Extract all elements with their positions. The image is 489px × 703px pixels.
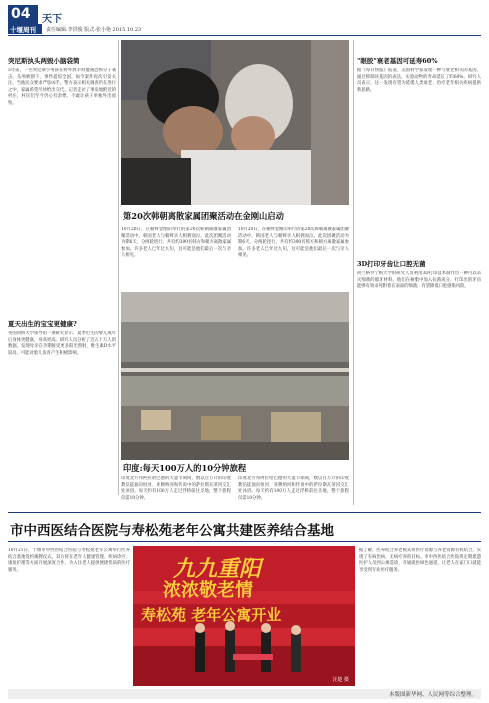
- left-body-1: 5年前，一名突尼斯小男孩在野外放羊时遭遇恐怖分子袭击，头颅被割下，事件震惊全国。如今案件再次引发关注，当地民众要求严惩凶手。警方表示相关调查仍在进行之中，家属希望尽快给出交代。记者走访了事发地附近的村庄，村民们至今仍心有余悸，不敢让孩子单独外出放牧。: [8, 68, 116, 106]
- photo-credit: 汪楚 摄: [332, 677, 349, 683]
- section-title: 天下: [42, 14, 62, 25]
- page-number-box: [8, 5, 38, 24]
- main-photo: [121, 40, 349, 205]
- crowd-photo: [121, 292, 349, 460]
- ceremony-backdrop-text-1: 九九重阳: [173, 556, 262, 582]
- ceremony-backdrop-text-2: 浓浓敬老情: [163, 580, 253, 601]
- masthead-rule: [8, 35, 481, 36]
- column-divider-left: [118, 40, 119, 495]
- left-column: [8, 56, 116, 496]
- right-body-1: 据《每日快报》报道，美国科学家发现一种与衰老相关的基因，通过抑制该基因的表达，实验动物的寿命延长了约60%。研究人员表示，这一发现有望为延缓人类衰老、治疗老年相关疾病提供新思路。: [357, 68, 481, 93]
- column-divider-right: [353, 40, 354, 505]
- crowd-photo-caption: 印度:每天100万人的10分钟旅程: [123, 463, 247, 473]
- banner-rule-bottom: [8, 541, 481, 542]
- footer-note: 本版图新华网、人民网等综合整理。: [388, 692, 477, 698]
- right-body-2: 荷兰格罗宁根大学的研究人员利用3D打印技术制作出一种可以杀灭细菌的假牙材料。他们在树脂中加入抗菌成分，打印出的牙齿能够有效杀死附着在表面的细菌，有望降低口腔感染风险。: [357, 271, 481, 290]
- ceremony-photo: [133, 546, 355, 686]
- bridge-crowd-illustration: [121, 292, 349, 460]
- main-story-columns: [121, 227, 349, 290]
- embrace-photo-illustration: [121, 40, 349, 205]
- main-story-body-b: 10月20日，在朝鲜金刚山举行的第20次韩朝离散家属团聚活动中，韩国老人与朝鲜亲人相拥而泣。此次团聚活动为期6天，分两轮进行，共有约390名韩方和朝方离散家属参加。许多老人已年过九旬，这可能是他们最后一次与亲人相见。: [238, 227, 349, 259]
- main-story-body-a: 10月20日，在朝鲜金刚山举行的第20次韩朝离散家属团聚活动中，韩国老人与朝鲜亲人相拥而泣。此次团聚活动为期6天，分两轮进行，共有约390名韩方和朝方离散家属参加。许多老人已年过九旬，这可能是他们最后一次与亲人相见。: [121, 227, 231, 259]
- left-heading-1: 突尼斯执头两毁小脑袋简: [8, 57, 80, 65]
- credits-line: 责任编辑:李洪俊 版式:张小艳 2015.10.23: [46, 27, 142, 33]
- india-story-body-b: 印度北方邦阿拉哈巴德的大壶节期间，数以百万计的印度教信徒涌向恒河、亚穆纳河和传说中的萨拉斯瓦蒂河交汇处沐浴。每天约有100万人走过浮桥前往圣地，整个旅程仅需10分钟。: [238, 476, 349, 501]
- masthead: [8, 5, 481, 35]
- left-heading-2: 夏天出生的宝宝更健康?: [8, 320, 77, 328]
- main-photo-caption: 第20次韩朝离散家属团聚活动在金刚山启动: [123, 211, 284, 221]
- paper-name-box: [8, 24, 42, 34]
- ceremony-backdrop-text-3: 寿松苑 老年公寓开业: [141, 606, 282, 624]
- bottom-story-right: 据了解，医养结合养老模式将医疗资源与养老资源有机结合，实现了有病治病、无病疗养的目标。市中西医结合医院将定期派遣医护人员到公寓巡诊，开通就医绿色通道，让老人在家门口就能享受到专业医疗服务。: [359, 548, 481, 573]
- right-column: [357, 56, 481, 508]
- footer-bar: [8, 689, 481, 699]
- paper-name: 十堰周刊: [10, 26, 36, 34]
- india-story-body-a: 印度北方邦阿拉哈巴德的大壶节期间，数以百万计的印度教信徒涌向恒河、亚穆纳河和传说中的萨拉斯瓦蒂河交汇处沐浴。每天约有100万人走过浮桥前往圣地，整个旅程仅需10分钟。: [121, 476, 231, 501]
- banner-headline: 市中西医结合医院与寿松苑老年公寓共建医养结合基地: [10, 523, 334, 539]
- banner-rule: [8, 512, 481, 513]
- left-body-2: 英国剑桥大学领导的一项研究显示，夏季出生的婴儿成年后身体更健康，身高更高。研究人员分析了近五十万人的数据，发现母亲在孕期接受更多阳光照射，维生素D水平较高，可能对胎儿发育产生积极影响。: [8, 331, 116, 356]
- right-heading-2: 3D打印牙齿让口腔无菌: [357, 260, 426, 268]
- page-number: 04: [11, 6, 31, 22]
- bottom-story-left: 10月21日，十堰市中西医结合医院与寿松苑老年公寓举行医养结合基地签约揭牌仪式。双方将在老年人健康管理、疾病诊疗、康复护理等方面开展深度合作，为入住老人提供便捷优质的医疗服务。: [8, 548, 130, 573]
- right-heading-1: "眼胶"衰老基因可延寿60%: [357, 57, 438, 65]
